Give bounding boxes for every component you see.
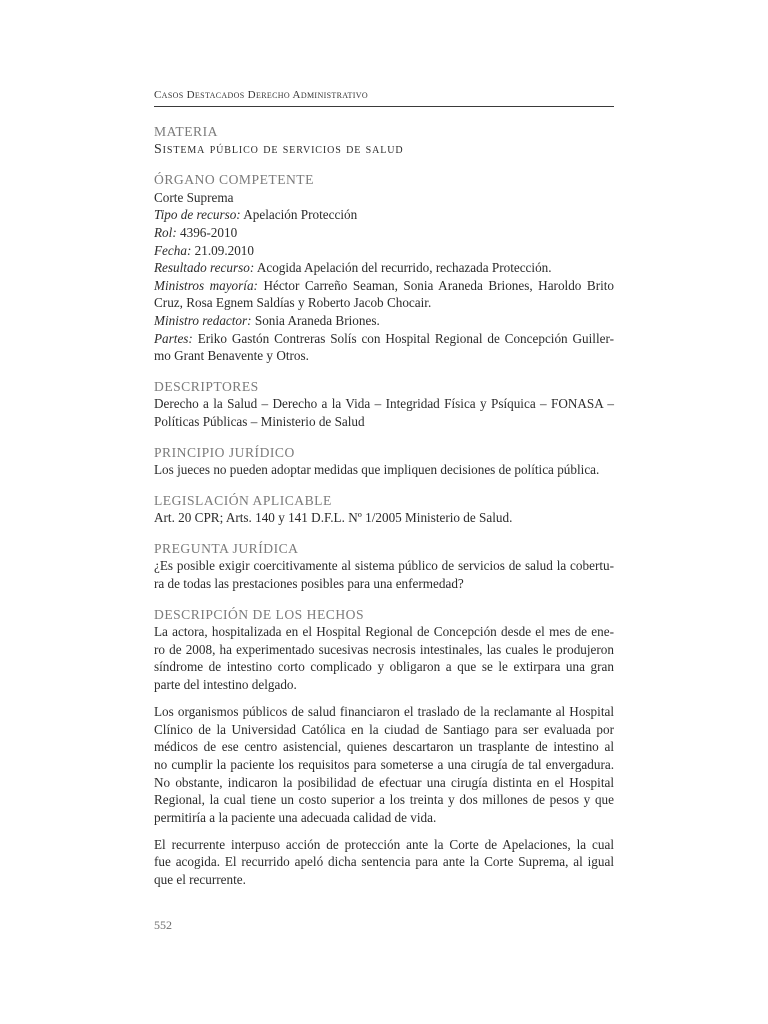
field-label: Ministros mayoría: [154,277,258,293]
section-pregunta-juridica [154,540,614,593]
text-line: síndrome de intestino corto complicado y obligaron a que se le extirpara una gran [154,659,614,675]
text-line: Los organismos públicos de salud financiaron el traslado de la reclamante al Hospital [154,704,614,720]
header-rule [154,106,614,107]
section-legislacion-aplicable [154,492,614,527]
text-line: Regional, la cual tiene un costo superior a los treinta y dos millones de pesos y que [154,792,614,808]
field-ministros-mayoria-continuation: Cruz, Rosa Egnem Saldías y Roberto Jacob Chocair. [154,295,432,311]
field-label: Tipo de recurso: [154,207,241,223]
field-value: 21.09.2010 [194,242,254,258]
section-heading: PRINCIPIO JURÍDICO [154,444,295,460]
field-value: 4396-2010 [180,224,238,240]
field-tipo-recurso [154,206,614,224]
text-line: Art. 20 CPR; Arts. 140 y 141 D.F.L. Nº 1/2005 Ministerio de Salud. [154,510,513,526]
text-line: médicos de ese centro asistencial, quienes descartaron un trasplante de intestino al [154,739,614,755]
text-line: La actora, hospitalizada en el Hospital Regional de Concepción desde el mes de ene- [154,624,614,640]
text-line: ro de 2008, ha experimentado sucesivas necrosis intestinales, las cuales le produjeron [154,641,614,657]
field-value: Apelación Protección [243,207,358,223]
section-descriptores [154,378,614,431]
section-heading: LEGISLACIÓN APLICABLE [154,492,332,508]
materia-value: Sistema público de servicios de salud [154,141,404,157]
section-descripcion-hechos [154,606,614,889]
field-value: Sonia Araneda Briones. [254,312,380,328]
field-ministros-mayoria [154,277,614,295]
field-partes-continuation: mo Grant Benavente y Otros. [154,348,309,364]
running-header: Casos Destacados Derecho Administrativo [154,89,369,101]
text-line: permitiría a la paciente una adecuada calidad de vida. [154,809,437,825]
text-line: Políticas Públicas – Ministerio de Salud [154,413,365,429]
field-partes [154,330,614,348]
text-line: que el recurrente. [154,871,246,887]
text-line: Derecho a la Salud – Derecho a la Vida – Integridad Física y Psíquica – FONASA – [154,396,614,412]
page-number: 552 [154,918,172,932]
section-heading: DESCRIPTORES [154,378,259,394]
field-ministro-redactor [154,312,614,330]
section-materia [154,123,614,158]
text-line: No obstante, indicaron la posibilidad de efectuar una cirugía distinta en el Hospital [154,774,614,790]
field-value: Eriko Gastón Contreras Solís con Hospital Regional de Concepción Guiller- [197,330,614,346]
text-line: fue acogida. El recurrido apeló dicha sentencia para ante la Corte Suprema, al igual [154,854,614,870]
section-heading: PREGUNTA JURÍDICA [154,540,299,556]
field-label: Rol: [154,224,177,240]
field-value: Héctor Carreño Seaman, Sonia Araneda Briones, Haroldo Brito [263,277,615,293]
court-name: Corte Suprema [154,189,234,205]
section-principio-juridico [154,444,614,479]
field-label: Partes: [154,330,193,346]
text-line: ¿Es posible exigir coercitivamente al sistema público de servicios de salud la cobertu- [154,558,614,574]
text-line: El recurrente interpuso acción de protección ante la Corte de Apelaciones, la cual [154,836,614,852]
field-rol [154,224,614,242]
section-heading: ÓRGANO COMPETENTE [154,172,314,188]
text-line: Clínico de la Universidad Católica en la ciudad de Santiago para ser evaluada por [154,721,614,737]
paragraph [154,836,614,889]
field-label: Resultado recurso: [154,260,255,276]
text-line: no cumplir la paciente los requisitos para someterse a una cirugía de tal envergadura. [154,756,614,772]
text-line: Los jueces no pueden adoptar medidas que impliquen decisiones de política pública. [154,462,600,478]
section-heading: DESCRIPCIÓN DE LOS HECHOS [154,606,365,622]
page-body [154,123,614,889]
section-organo-competente [154,171,614,365]
field-value: Acogida Apelación del recurrido, rechazada Protección. [256,260,552,276]
field-fecha [154,242,614,260]
paragraph [154,623,614,693]
paragraph [154,703,614,826]
text-line: ra de todas las prestaciones posibles para una enfermedad? [154,576,464,592]
text-line: parte del intestino delgado. [154,677,297,693]
section-heading: MATERIA [154,124,218,139]
field-resultado-recurso [154,259,614,277]
field-label: Fecha: [154,242,192,258]
field-label: Ministro redactor: [154,312,252,328]
